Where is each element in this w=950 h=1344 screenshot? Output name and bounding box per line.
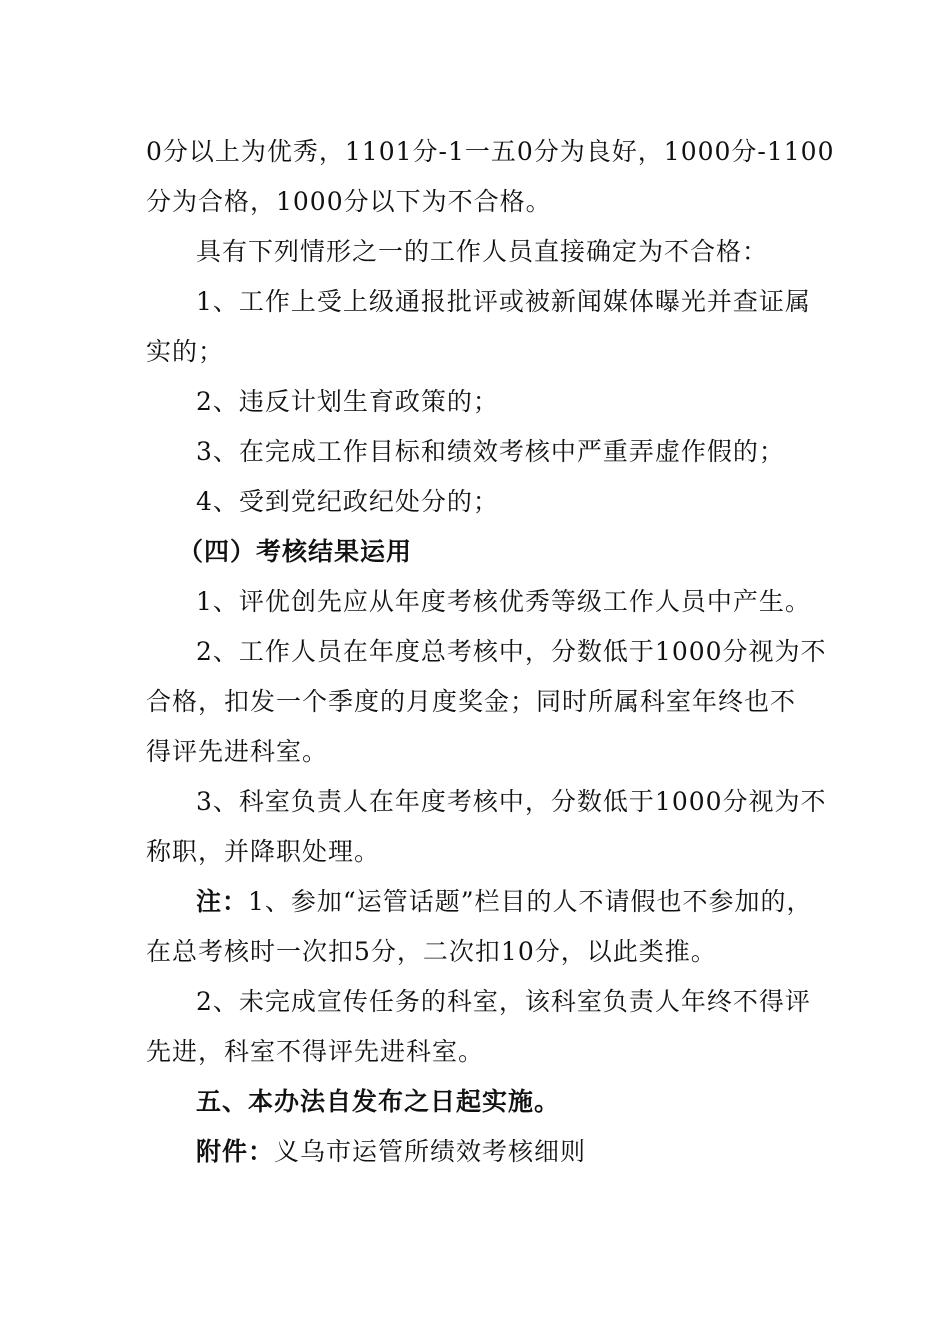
list-item: 1、工作上受上级通报批评或被新闻媒体曝光并查证属 [196, 287, 811, 316]
list-item-continuation: 称职，并降职处理。 [146, 837, 381, 866]
list-item: 3、在完成工作目标和绩效考核中严重弄虚作假的； [196, 437, 785, 466]
section-heading: 五、本办法自发布之日起实施。 [196, 1087, 561, 1116]
paragraph-line: 分为合格，1000分以下为不合格。 [146, 187, 552, 216]
list-item: 3、科室负责人在年度考核中，分数低于1000分视为不 [196, 787, 827, 816]
list-item: 2、工作人员在年度总考核中，分数低于1000分视为不 [196, 637, 827, 666]
note-label: 注： [196, 887, 249, 916]
note-continuation: 在总考核时一次扣5分，二次扣10分，以此类推。 [146, 937, 717, 966]
section-heading: （四）考核结果运用 [178, 537, 413, 566]
paragraph-line: 0分以上为优秀，1101分-1一五0分为良好，1000分-1100 [146, 137, 835, 166]
list-item-continuation: 合格，扣发一个季度的月度奖金；同时所属科室年终也不 [146, 687, 797, 716]
list-item-continuation: 得评先进科室。 [146, 737, 329, 766]
note-line [0, 877, 950, 927]
list-item: 2、违反计划生育政策的； [196, 387, 499, 416]
paragraph-line: 具有下列情形之一的工作人员直接确定为不合格： [196, 237, 769, 266]
note-item: 2、未完成宣传任务的科室，该科室负责人年终不得评 [196, 987, 811, 1016]
note-continuation: 先进，科室不得评先进科室。 [146, 1037, 485, 1066]
list-item: 4、受到党纪政纪处分的； [196, 487, 499, 516]
attachment-line [0, 1127, 950, 1177]
list-item-continuation: 实的； [146, 337, 225, 366]
attachment-title: 义乌市运管所绩效考核细则 [274, 1137, 587, 1166]
list-item: 1、评优创先应从年度考核优秀等级工作人员中产生。 [196, 587, 811, 616]
note-text: 1、参加“运管话题”栏目的人不请假也不参加的， [248, 887, 813, 916]
attachment-label: 附件： [196, 1137, 275, 1166]
